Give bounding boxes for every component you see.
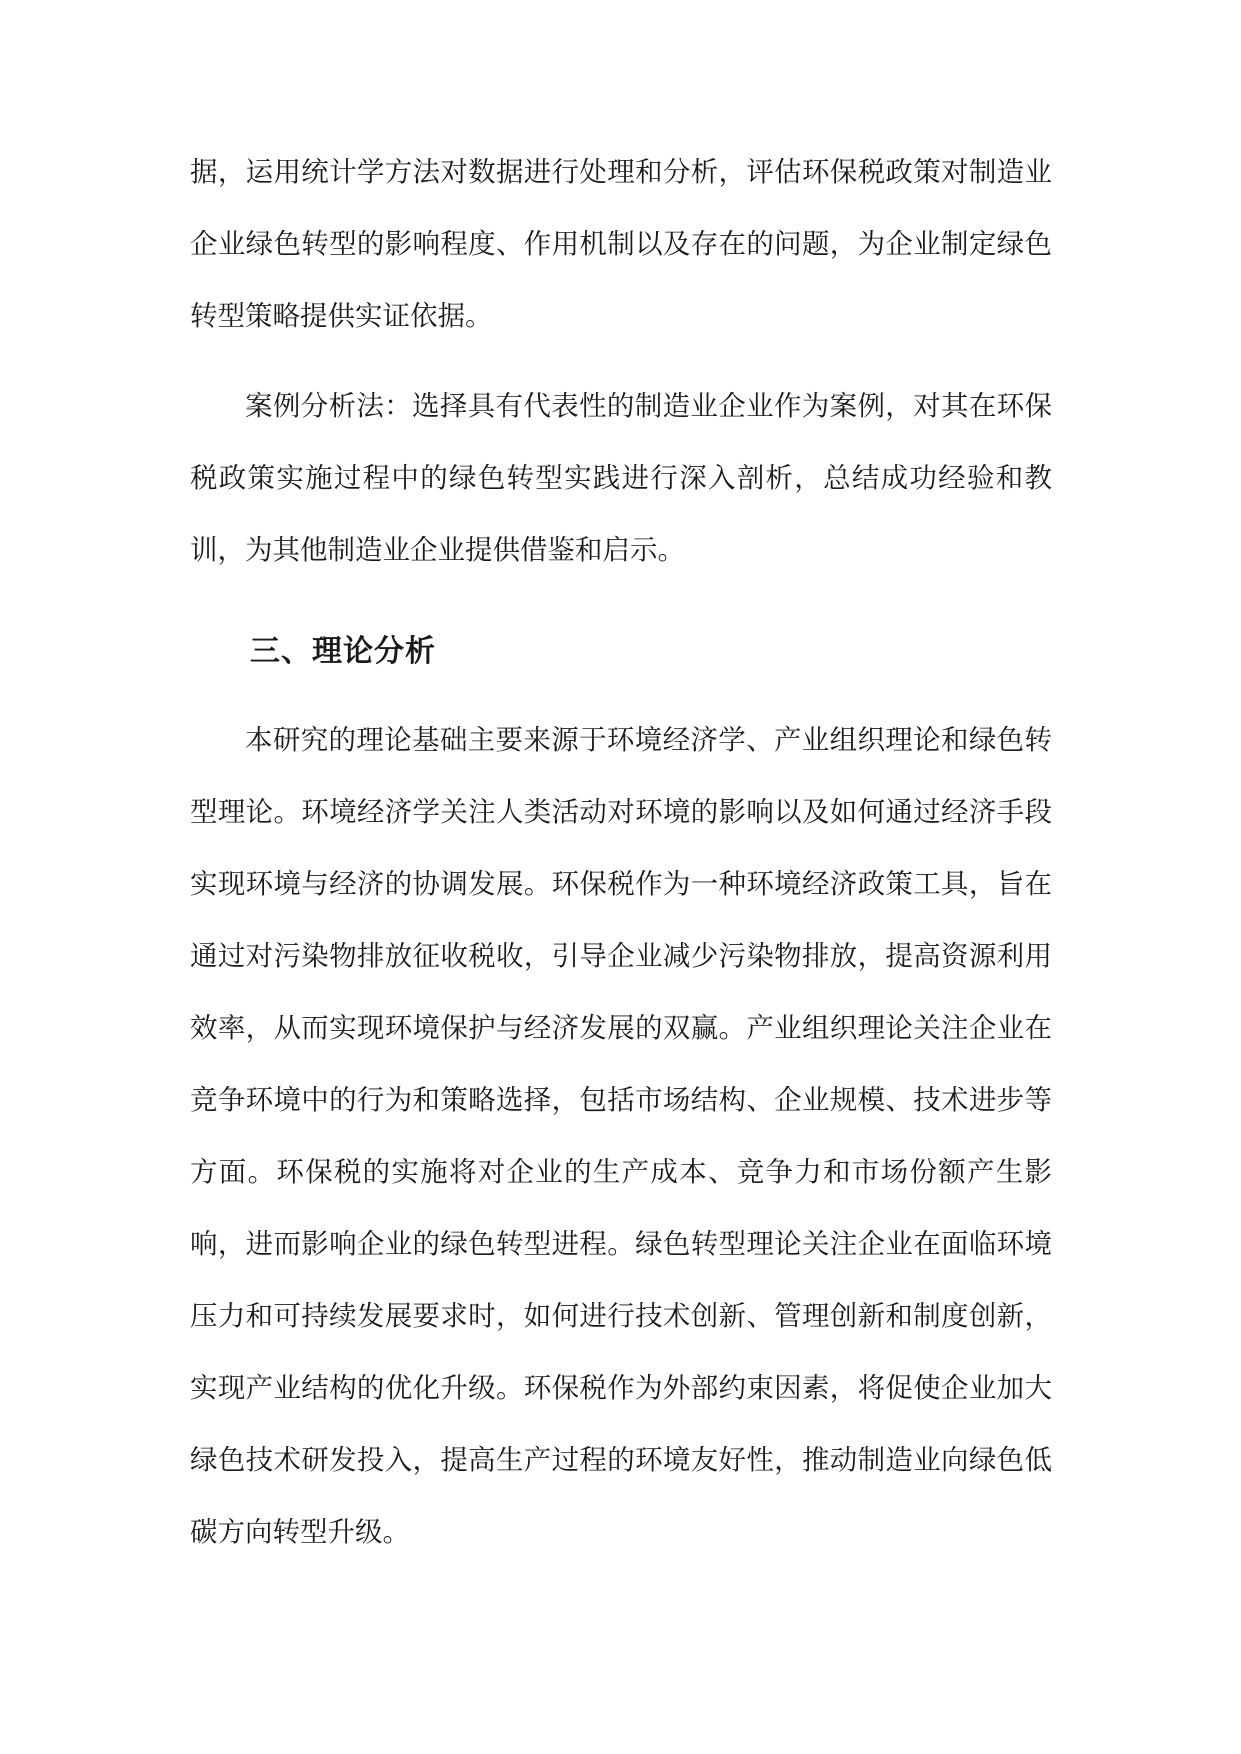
paragraph-theoretical-basis: 本研究的理论基础主要来源于环境经济学、产业组织理论和绿色转型理论。环境经济学关注人类活动对环境的影响以及如何通过经济手段实现环境与经济的协调发展。环保税作为一种环境经济政策工具，旨在通过对污染物排放征收税收，引导企业减少污染物排放，提高资源利用效率，从而实现环境保护与经济发展的双赢。产业组织理论关注企业在竞争环境中的行为和策略选择，包括市场结构、企业规模、技术进步等方面。环保税的实施将对企业的生产成本、竞争力和市场份额产生影响，进而影响企业的绿色转型进程。绿色转型理论关注企业在面临环境压力和可持续发展要求时，如何进行技术创新、管理创新和制度创新，实现产业结构的优化升级。环保税作为外部约束因素，将促使企业加大绿色技术研发投入，提高生产过程的环境友好性，推动制造业向绿色低碳方向转型升级。	[190, 724, 1052, 1548]
paragraph-data-analysis-continued: 据，运用统计学方法对数据进行处理和分析，评估环保税政策对制造业企业绿色转型的影响程度、作用机制以及存在的问题，为企业制定绿色转型策略提供实证依据。	[190, 156, 1052, 332]
paragraph-case-study-method: 案例分析法：选择具有代表性的制造业企业作为案例，对其在环保税政策实施过程中的绿色转型实践进行深入剖析，总结成功经验和教训，为其他制造业企业提供借鉴和启示。	[190, 390, 1052, 566]
section-heading-theoretical-analysis: 三、理论分析	[250, 634, 436, 669]
